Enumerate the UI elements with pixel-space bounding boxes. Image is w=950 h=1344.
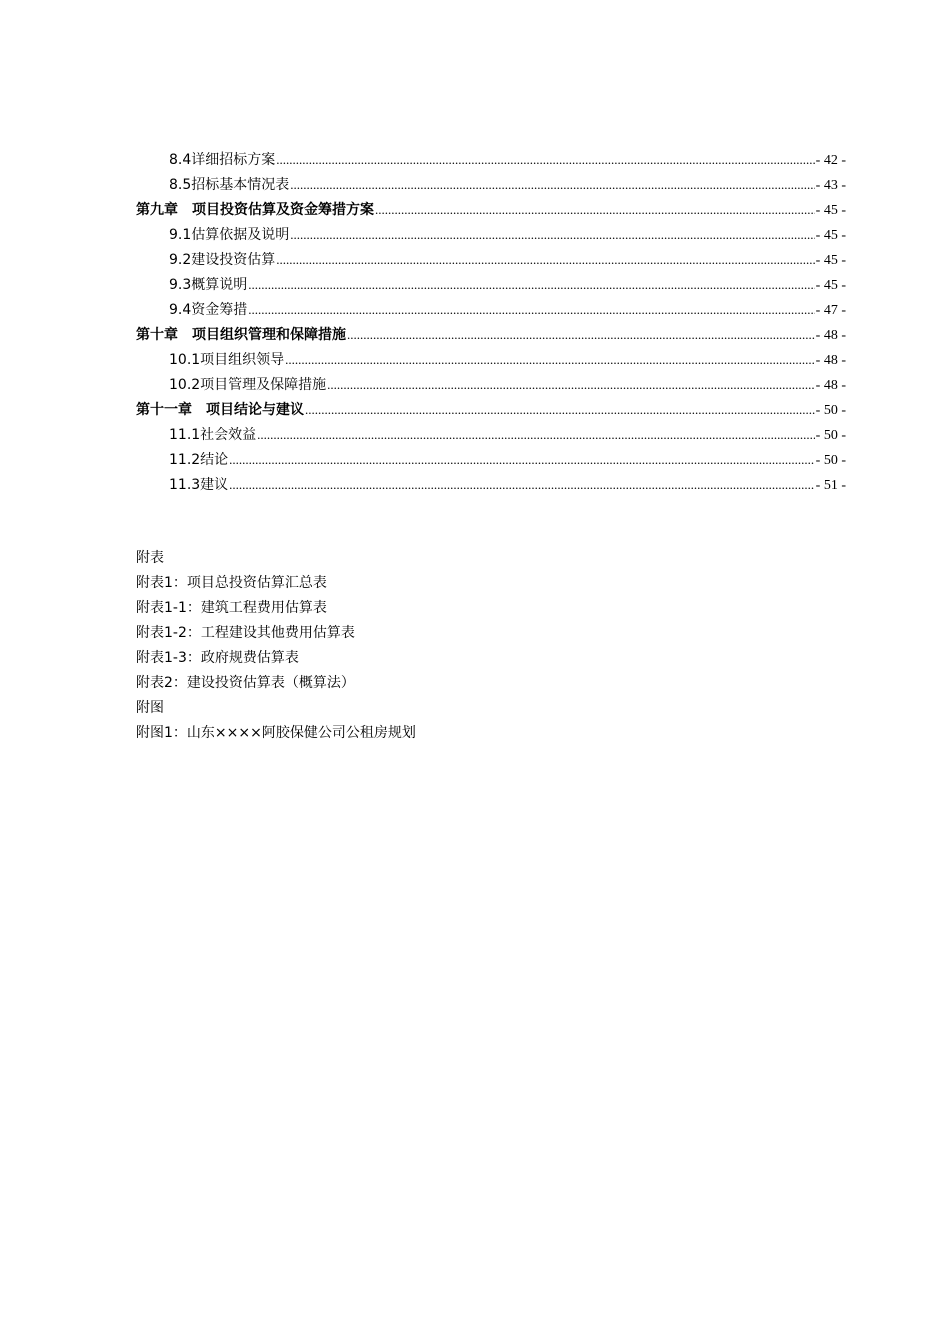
toc-entry-title: 11.3建议: [169, 477, 229, 493]
toc-dot-leader: [290, 222, 814, 247]
toc-section-entry[interactable]: [136, 222, 846, 247]
toc-dot-leader: [276, 147, 814, 172]
toc-entry-title: 8.4详细招标方案: [169, 152, 276, 168]
appendix-line: 附表1-2：工程建设其他费用估算表: [136, 625, 355, 641]
toc-dot-leader: [285, 347, 815, 372]
toc-entry-title: 10.2项目管理及保障措施: [169, 377, 327, 393]
toc-entry-title: 8.5招标基本情况表: [169, 177, 290, 193]
toc-chapter-entry[interactable]: [136, 397, 846, 422]
toc-page-number: - 47 -: [815, 303, 846, 318]
appendix-line: 附图1：山东××××阿胶保健公司公租房规划: [136, 725, 416, 741]
toc-dot-leader: [229, 472, 815, 497]
toc-page-number: - 45 -: [815, 278, 846, 293]
toc-page-number: - 50 -: [815, 428, 846, 443]
toc-section-entry[interactable]: [136, 347, 846, 372]
table-of-contents: [136, 147, 846, 497]
toc-page-number: - 50 -: [815, 453, 846, 468]
toc-page-number: - 45 -: [815, 203, 846, 218]
toc-dot-leader: [276, 247, 814, 272]
appendix-line: 附表1：项目总投资估算汇总表: [136, 575, 327, 591]
toc-section-entry[interactable]: [136, 447, 846, 472]
toc-entry-title: 10.1项目组织领导: [169, 352, 285, 368]
appendix-list: [136, 546, 846, 746]
toc-page-number: - 50 -: [815, 403, 846, 418]
toc-dot-leader: [248, 297, 814, 322]
toc-chapter-entry[interactable]: [136, 197, 846, 222]
toc-dot-leader: [305, 397, 815, 422]
toc-dot-leader: [290, 172, 814, 197]
toc-section-entry[interactable]: [136, 297, 846, 322]
toc-page-number: - 48 -: [815, 378, 846, 393]
toc-page-number: - 43 -: [815, 178, 846, 193]
toc-entry-title: 第九章 项目投资估算及资金筹措方案: [136, 202, 374, 218]
toc-section-entry[interactable]: [136, 247, 846, 272]
appendix-line: 附图: [136, 700, 164, 716]
toc-page-number: - 48 -: [815, 328, 846, 343]
toc-entry-title: 9.4资金筹措: [169, 302, 248, 318]
toc-section-entry[interactable]: [136, 172, 846, 197]
toc-dot-leader: [229, 447, 815, 472]
toc-dot-leader: [257, 422, 815, 447]
toc-page-number: - 42 -: [815, 153, 846, 168]
toc-entry-title: 9.3概算说明: [169, 277, 248, 293]
toc-page-number: - 45 -: [815, 253, 846, 268]
appendix-line: 附表1-1：建筑工程费用估算表: [136, 600, 327, 616]
toc-entry-title: 11.1社会效益: [169, 427, 257, 443]
toc-page-number: - 48 -: [815, 353, 846, 368]
toc-entry-title: 11.2结论: [169, 452, 229, 468]
toc-dot-leader: [375, 197, 815, 222]
appendix-line: 附表1-3：政府规费估算表: [136, 650, 299, 666]
toc-page-number: - 51 -: [815, 478, 846, 493]
toc-entry-title: 第十一章 项目结论与建议: [136, 402, 304, 418]
toc-entry-title: 9.2建设投资估算: [169, 252, 276, 268]
toc-dot-leader: [248, 272, 814, 297]
appendix-line: 附表: [136, 550, 164, 566]
toc-dot-leader: [347, 322, 815, 347]
toc-dot-leader: [327, 372, 815, 397]
toc-section-entry[interactable]: [136, 272, 846, 297]
toc-entry-title: 9.1估算依据及说明: [169, 227, 290, 243]
toc-entry-title: 第十章 项目组织管理和保障措施: [136, 327, 346, 343]
toc-section-entry[interactable]: [136, 422, 846, 447]
toc-section-entry[interactable]: [136, 372, 846, 397]
appendix-line: 附表2：建设投资估算表（概算法）: [136, 675, 355, 691]
toc-section-entry[interactable]: [136, 147, 846, 172]
toc-chapter-entry[interactable]: [136, 322, 846, 347]
toc-page-number: - 45 -: [815, 228, 846, 243]
toc-section-entry[interactable]: [136, 472, 846, 497]
